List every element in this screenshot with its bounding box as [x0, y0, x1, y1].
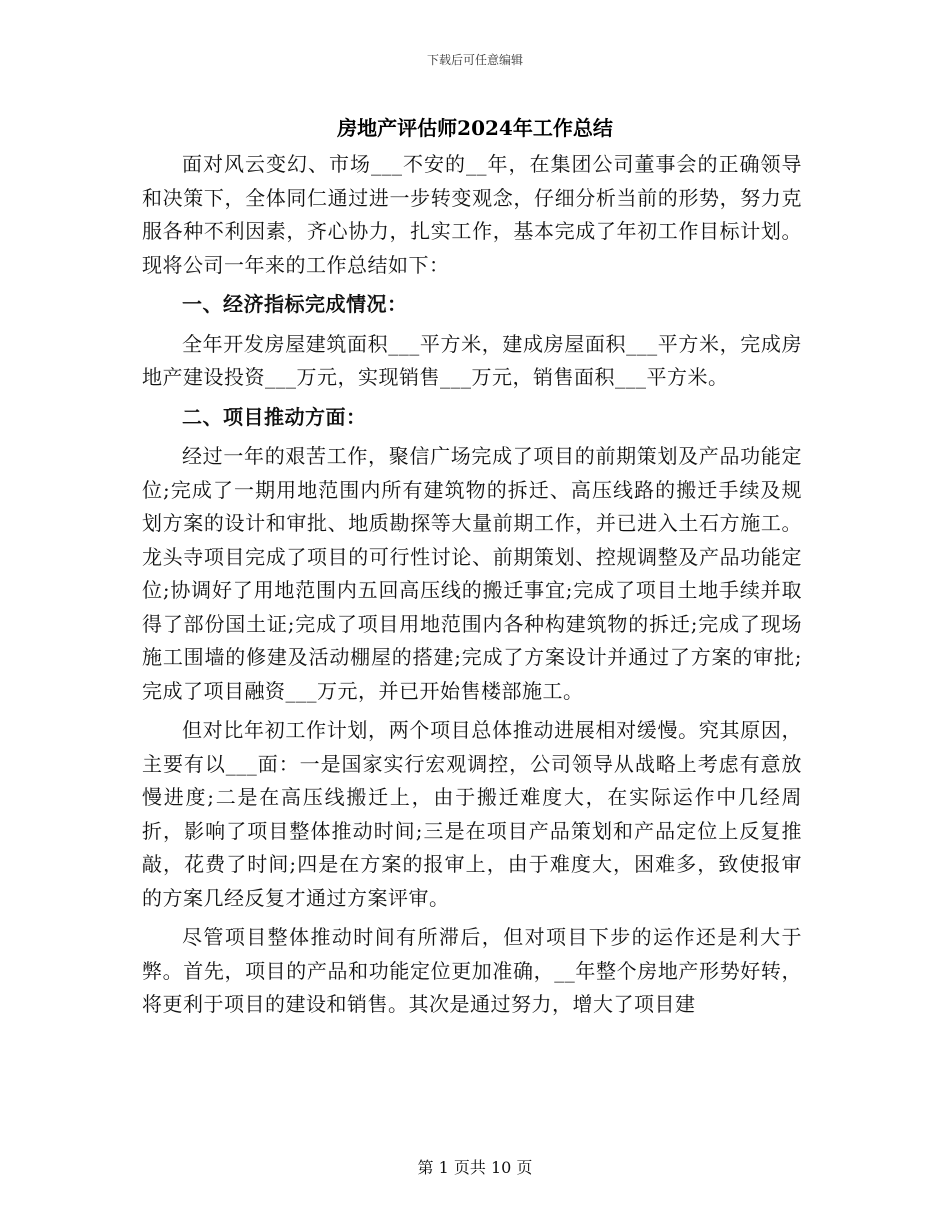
paragraph-outlook: 尽管项目整体推动时间有所滞后，但对项目下步的运作还是利大于弊。首先，项目的产品和功能定位更加准确，__年整个房地产形势好转，将更利于项目的建设和销售。其次是通过努力，增大了项目建	[142, 925, 802, 1016]
document-body	[142, 148, 802, 1022]
section-heading-projects: 二、项目推动方面：	[182, 404, 367, 429]
paragraph-projects: 经过一年的艰苦工作，聚信广场完成了项目的前期策划及产品功能定位;完成了一期用地范围内所有建筑物的拆迁、高压线路的搬迁手续及规划方案的设计和审批、地质勘探等大量前期工作，并已进入土石方施工。龙头寺项目完成了项目的可行性讨论、前期策划、控规调整及产品功能定位;协调好了用地范围内五回高压线的搬迁事宜;完成了项目土地手续并取得了部份国土证;完成了项目用地范围内各种构建筑物的拆迁;完成了现场施工围墙的修建及活动棚屋的搭建;完成了方案设计并通过了方案的审批;完成了项目融资___万元，并已开始售楼部施工。	[142, 444, 802, 703]
section-heading-economic: 一、经济指标完成情况：	[182, 292, 408, 316]
paragraph-economic: 全年开发房屋建筑面积___平方米，建成房屋面积___平方米，完成房地产建设投资___万元，实现销售___万元，销售面积___平方米。	[142, 331, 802, 389]
paragraph-intro: 面对风云变幻、市场___不安的__年，在集团公司董事会的正确领导和决策下，全体同仁通过进一步转变观念，仔细分析当前的形势，努力克服各种不利因素，齐心协力，扎实工作，基本完成了年初工作目标计划。现将公司一年来的工作总结如下：	[142, 152, 802, 277]
paragraph-progress-reasons: 但对比年初工作计划，两个项目总体推动进展相对缓慢。究其原因，主要有以___面：一是国家实行宏观调控，公司领导从战略上考虑有意放慢进度;二是在高压线搬迁上，由于搬迁难度大，在实际运作中几经周折，影响了项目整体推动时间;三是在项目产品策划和产品定位上反复推敲，花费了时间;四是在方案的报审上，由于难度大，困难多，致使报审的方案几经反复才通过方案评审。	[142, 718, 802, 910]
document-title: 房地产评估师2024年工作总结	[337, 116, 613, 140]
page-header: 下载后可任意编辑	[426, 53, 523, 67]
page-number: 第 1 页共 10 页	[417, 1158, 533, 1177]
